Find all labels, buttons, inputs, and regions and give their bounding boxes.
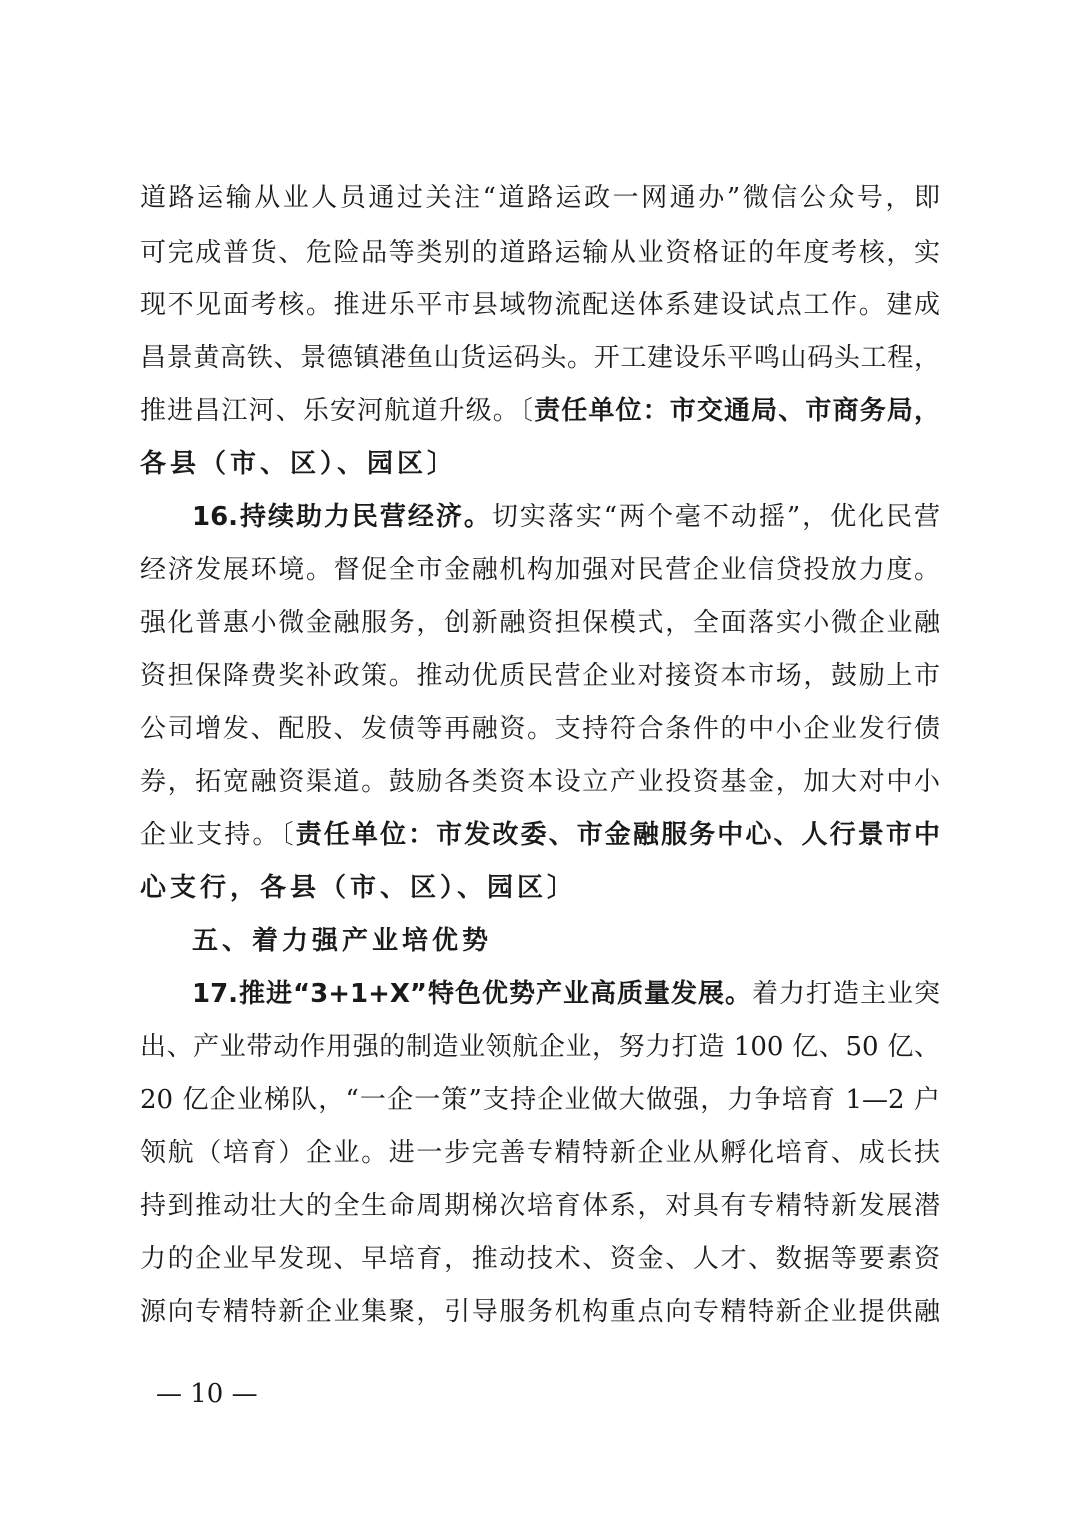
text-line xyxy=(140,180,940,216)
line-text: 着力打造主业突 xyxy=(752,979,940,1009)
responsible-units: 各县（市、区）、园区〕 xyxy=(140,449,458,479)
text-line xyxy=(140,1188,940,1224)
line-text: 现不见面考核。推进乐平市县域物流配送体系建设试点工作。建成 xyxy=(140,290,940,320)
responsible-units: 责任单位：市发改委、市金融服务中心、人行景市中 xyxy=(295,820,940,850)
text-line xyxy=(140,605,940,641)
text-line xyxy=(140,1029,940,1065)
section-heading-text: 五、着力强产业培优势 xyxy=(192,926,493,956)
text-line xyxy=(140,764,940,800)
line-text: 经济发展环境。督促全市金融机构加强对民营企业信贷投放力度。 xyxy=(140,555,940,585)
text-line xyxy=(140,287,940,323)
line-text: 领航（培育）企业。进一步完善专精特新企业从孵化培育、成长扶 xyxy=(140,1138,940,1168)
text-line xyxy=(140,1241,940,1277)
line-text: 持到推动壮大的全生命周期梯次培育体系，对具有专精特新发展潜 xyxy=(140,1191,940,1221)
item-heading-16: 16.持续助力民营经济。 xyxy=(192,502,492,532)
text-line xyxy=(140,552,940,588)
line-text: 资担保降费奖补政策。推动优质民营企业对接资本市场，鼓励上市 xyxy=(140,661,940,691)
responsible-units: 责任单位：市交通局、市商务局， xyxy=(534,396,940,426)
text-line xyxy=(140,1294,940,1330)
line-text: 券，拓宽融资渠道。鼓励各类资本设立产业投资基金，加大对中小 xyxy=(140,767,940,797)
page-number: — 10 — xyxy=(156,1379,258,1409)
item-heading-17: 17.推进“3+1+X”特色优势产业高质量发展。 xyxy=(192,979,752,1009)
text-line xyxy=(192,499,940,535)
line-text: 昌景黄高铁、景德镇港鱼山货运码头。开工建设乐平鸣山码头工程， xyxy=(140,343,940,373)
text-line xyxy=(140,1082,940,1118)
text-line xyxy=(140,658,940,694)
line-text: 强化普惠小微金融服务，创新融资担保模式，全面落实小微企业融 xyxy=(140,608,940,638)
line-text: 20 亿企业梯队，“一企一策”支持企业做大做强，力争培育 1—2 户 xyxy=(140,1085,940,1115)
text-line xyxy=(140,817,940,853)
line-text: 公司增发、配股、发债等再融资。支持符合条件的中小企业发行债 xyxy=(140,714,940,744)
text-line xyxy=(140,446,940,482)
text-line xyxy=(140,870,940,906)
text-line xyxy=(140,1135,940,1171)
line-text: 可完成普货、危险品等类别的道路运输从业资格证的年度考核，实 xyxy=(140,238,940,268)
line-text: 源向专精特新企业集聚，引导服务机构重点向专精特新企业提供融 xyxy=(140,1297,940,1327)
line-text: 道路运输从业人员通过关注“道路运政一网通办”微信公众号，即 xyxy=(140,183,940,213)
section-heading xyxy=(192,923,940,959)
text-line xyxy=(192,976,940,1012)
text-line xyxy=(140,711,940,747)
text-line xyxy=(140,393,940,429)
line-text: 企业支持。〔 xyxy=(140,820,296,850)
responsible-units: 心支行，各县（市、区）、园区〕 xyxy=(140,873,578,903)
line-text: 推进昌江河、乐安河航道升级。〔 xyxy=(140,396,535,426)
text-line xyxy=(140,340,940,376)
line-text: 出、产业带动作用强的制造业领航企业，努力打造 100 亿、50 亿、 xyxy=(140,1032,940,1062)
text-line xyxy=(140,235,940,271)
line-text: 切实落实“两个毫不动摇”，优化民营 xyxy=(491,502,940,532)
line-text: 力的企业早发现、早培育，推动技术、资金、人才、数据等要素资 xyxy=(140,1244,940,1274)
